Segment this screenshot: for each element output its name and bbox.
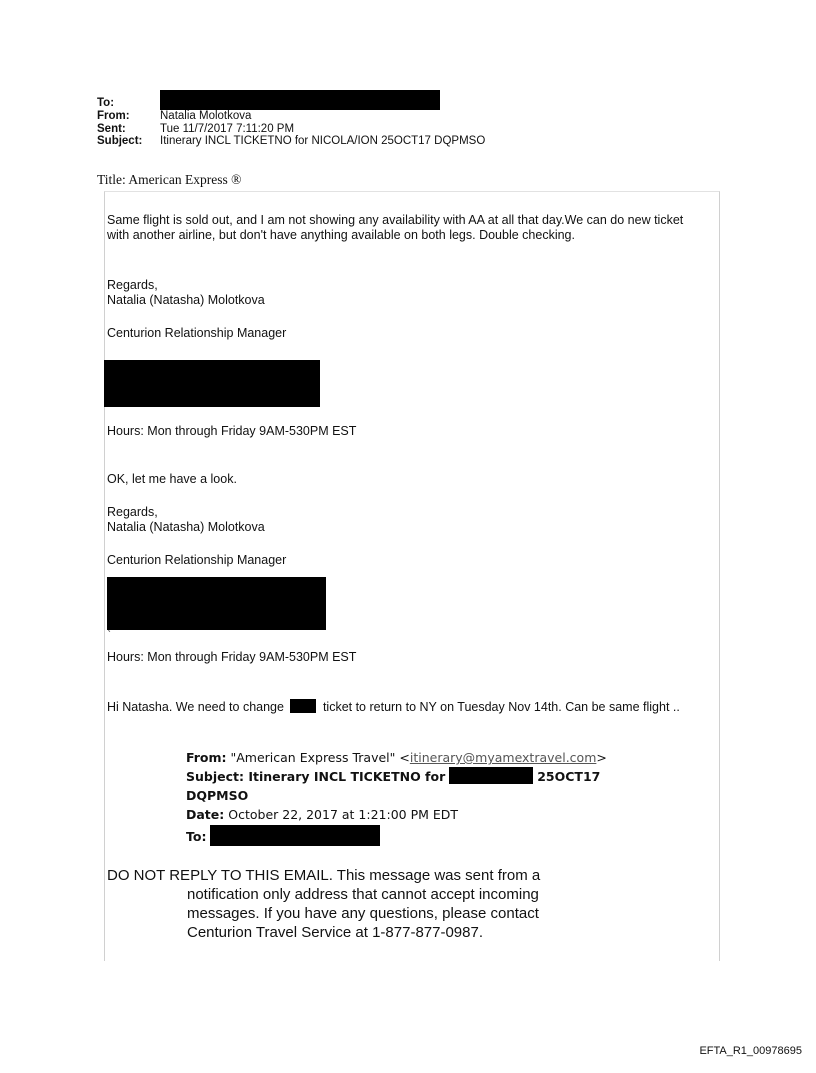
sent-value: Tue 11/7/2017 7:11:20 PM — [160, 122, 295, 135]
message2-role: Centurion Relationship Manager — [107, 553, 287, 567]
notice-line1: DO NOT REPLY TO THIS EMAIL. This message was sent from a — [107, 867, 541, 884]
sent-row — [97, 123, 485, 136]
quoted-subject-code: 25OCT17 — [537, 769, 601, 784]
subject-label: Subject: — [97, 135, 143, 147]
message1-text: Same flight is sold out, and I am not showing any availability with AA at all that day.We can do new ticket with another airline, but don't have anything available on both legs. Double checking. — [107, 213, 684, 242]
message2-hours: Hours: Mon through Friday 9AM-530PM EST — [107, 650, 357, 664]
message1-regards: Regards, — [107, 278, 158, 292]
to-label: To: — [97, 97, 115, 109]
message3-text-before: Hi Natasha. We need to change — [107, 700, 284, 714]
message1-role: Centurion Relationship Manager — [107, 326, 287, 340]
from-label: From: — [97, 110, 130, 122]
notice-line2: notification only address that cannot accept incoming — [187, 886, 539, 903]
quoted-from-value: "American Express Travel" < — [230, 750, 410, 765]
quoted-date-label: Date: — [186, 807, 225, 822]
quoted-subject-line2-text: DQPMSO — [186, 788, 249, 803]
message2-name: Natalia (Natasha) Molotkova — [107, 520, 265, 534]
quoted-from-email-link[interactable]: itinerary@myamextravel.com — [409, 750, 597, 765]
document-id: EFTA_R1_00978695 — [699, 1045, 802, 1057]
quoted-date-value: October 22, 2017 at 1:21:00 PM EDT — [228, 807, 459, 822]
document-title: Title: American Express ® — [97, 172, 242, 187]
subject-row — [97, 135, 485, 148]
subject-value: Itinerary INCL TICKETNO for NICOLA/ION 25OCT17 DQPMSO — [160, 135, 486, 147]
message1-name: Natalia (Natasha) Molotkova — [107, 293, 265, 307]
to-row — [97, 97, 485, 110]
from-row — [97, 110, 485, 123]
sent-label: Sent: — [97, 122, 126, 135]
quoted-subject-label: Subject: Itinerary INCL TICKETNO for — [186, 769, 446, 784]
message3-text — [107, 699, 707, 715]
quoted-from-close: > — [596, 750, 607, 765]
to-redaction — [160, 90, 440, 110]
quoted-from — [186, 749, 607, 766]
quoted-date — [186, 806, 458, 823]
quoted-from-label: From: — [186, 750, 227, 765]
quoted-subject-line2 — [186, 787, 248, 804]
quoted-to-redaction — [210, 825, 380, 846]
signature-redaction-1 — [104, 360, 320, 407]
quoted-to-label: To: — [186, 829, 207, 844]
message2-text: OK, let me have a look. — [107, 472, 237, 486]
name-redaction — [290, 699, 316, 713]
message3-text-after: ticket to return to NY on Tuesday Nov 14th. Can be same flight .. — [322, 700, 680, 714]
message2-regards: Regards, — [107, 505, 158, 519]
quoted-subject — [186, 767, 600, 785]
no-reply-notice — [107, 866, 627, 942]
message1-hours: Hours: Mon through Friday 9AM-530PM EST — [107, 424, 357, 438]
notice-line4: Centurion Travel Service at 1-877-877-0987. — [187, 924, 484, 941]
signature-redaction-2 — [107, 577, 326, 630]
notice-line3: messages. If you have any questions, please contact — [187, 905, 539, 922]
email-header — [97, 97, 485, 148]
quoted-to — [186, 825, 380, 846]
subject-redaction — [449, 767, 533, 784]
from-value: Natalia Molotkova — [160, 110, 252, 122]
